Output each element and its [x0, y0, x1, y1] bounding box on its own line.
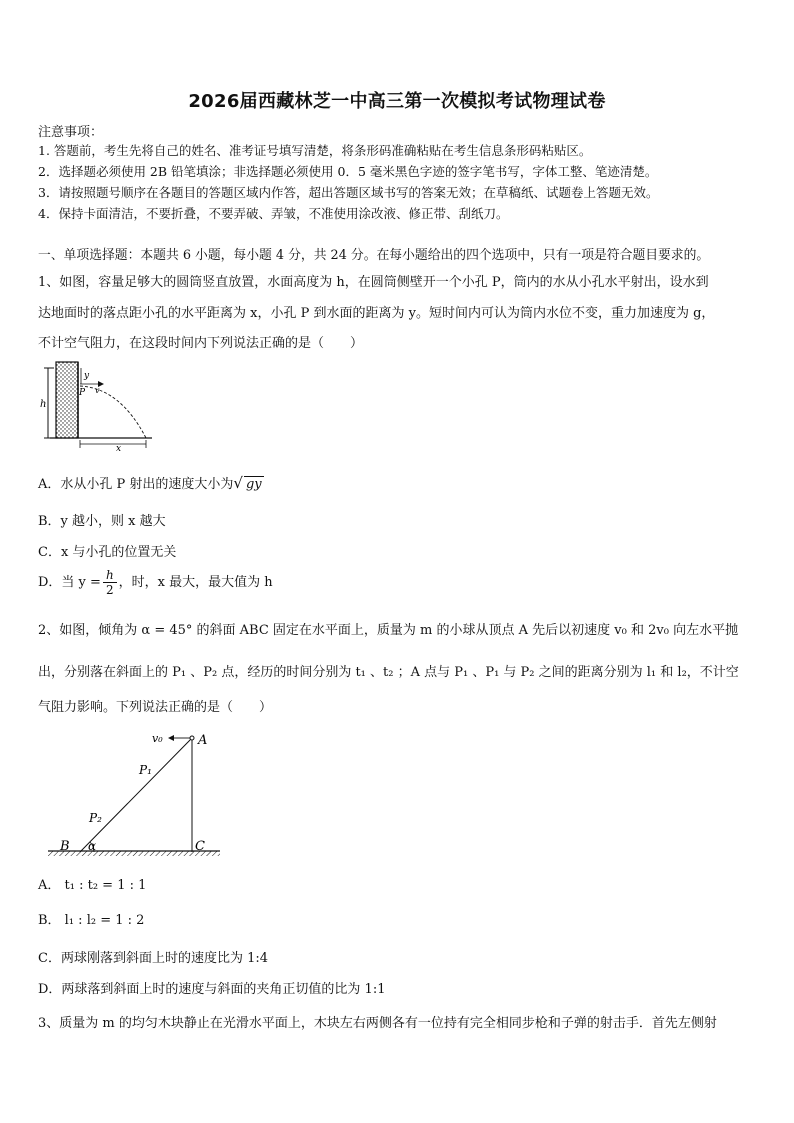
- q2-text-line: 2、如图，倾角为 α = 45° 的斜面 ABC 固定在水平面上，质量为 m 的小球从顶点 A 先后以初速度 v₀ 和 2v₀ 向左水平抛: [38, 623, 739, 638]
- label-B: B: [60, 839, 70, 854]
- q2-figure: [44, 724, 224, 860]
- notice-heading: 注意事项：: [38, 125, 104, 140]
- q2-option-a: A． t₁ : t₂ = 1 : 1: [38, 878, 147, 893]
- notice-item: 2．选择题必须使用 2B 铅笔填涂；非选择题必须使用 0．5 毫米黑色字迹的签字笔书写，字体工整、笔迹清楚。: [38, 164, 658, 179]
- label-h: h: [40, 399, 47, 410]
- label-C: C: [195, 839, 205, 854]
- q1-text-line: 不计空气阻力，在这段时间内下列说法正确的是（ ）: [38, 336, 364, 351]
- q2-text-line: 气阻力影响。下列说法正确的是（ ）: [38, 700, 273, 715]
- label-y: y: [84, 371, 90, 381]
- q1-option-d: D．当 y = $\frac{h}{2}$ ，时，x 最大，最大值为 h: [38, 568, 273, 597]
- water-trajectory: [80, 386, 146, 438]
- label-P1: P₁: [139, 763, 152, 777]
- q1-figure: [40, 360, 160, 456]
- label-v: v: [95, 386, 100, 395]
- side-AB: [80, 738, 192, 852]
- notice-item: 1. 答题前，考生先将自己的姓名、准考证号填写清楚，将条形码准确粘贴在考生信息条形码粘贴区。: [38, 143, 592, 158]
- q2-option-d: D．两球落到斜面上时的速度与斜面的夹角正切值的比为 1:1: [38, 982, 386, 997]
- notice-item: 3．请按照题号顺序在各题目的答题区域内作答，超出答题区域书写的答案无效；在草稿纸、试题卷上答题无效。: [38, 185, 659, 200]
- q2-option-c: C．两球刚落到斜面上时的速度比为 1:4: [38, 951, 269, 966]
- label-v0: v₀: [152, 732, 163, 745]
- page-title: 2026届西藏林芝一中高三第一次模拟考试物理试卷: [188, 91, 606, 112]
- q1-option-b: B．y 越小，则 x 越大: [38, 514, 166, 529]
- q2-text-line: 出，分别落在斜面上的 P₁ 、P₂ 点，经历的时间分别为 t₁ 、t₂ ；A 点与 P₁ 、P₁ 与 P₂ 之间的距离分别为 l₁ 和 l₂，不计空: [38, 665, 739, 680]
- label-P2: P₂: [89, 811, 102, 825]
- ball: [190, 736, 194, 740]
- q1-text-line: 1、如图，容量足够大的圆筒竖直放置，水面高度为 h，在圆筒侧壁开一个小孔 P，筒内的水从小孔水平射出，设水到: [38, 275, 709, 290]
- label-alpha: α: [88, 839, 97, 853]
- label-x: x: [116, 444, 122, 454]
- q1-option-c: C．x 与小孔的位置无关: [38, 545, 177, 560]
- q3-text-line: 3、质量为 m 的均匀木块静止在光滑水平面上，木块左右两侧各有一位持有完全相同步枪和子弹的射击手．首先左侧射: [38, 1016, 717, 1031]
- section-heading: 一、单项选择题：本题共 6 小题，每小题 4 分，共 24 分。在每小题给出的四个选项中，只有一项是符合题目要求的。: [38, 248, 710, 263]
- notice-item: 4．保持卡面清洁，不要折叠，不要弄破、弄皱，不准使用涂改液、修正带、刮纸刀。: [38, 206, 509, 221]
- label-P: P: [79, 388, 86, 398]
- q1-option-a: A．水从小孔 P 射出的速度大小为√ gy: [38, 474, 262, 492]
- q2-option-b: B． l₁ : l₂ = 1 : 2: [38, 913, 145, 928]
- q1-text-line: 达地面时的落点距小孔的水平距离为 x，小孔 P 到水面的距离为 y。短时间内可认为筒内水位不变，重力加速度为 g，: [38, 306, 715, 321]
- label-A: A: [198, 733, 208, 748]
